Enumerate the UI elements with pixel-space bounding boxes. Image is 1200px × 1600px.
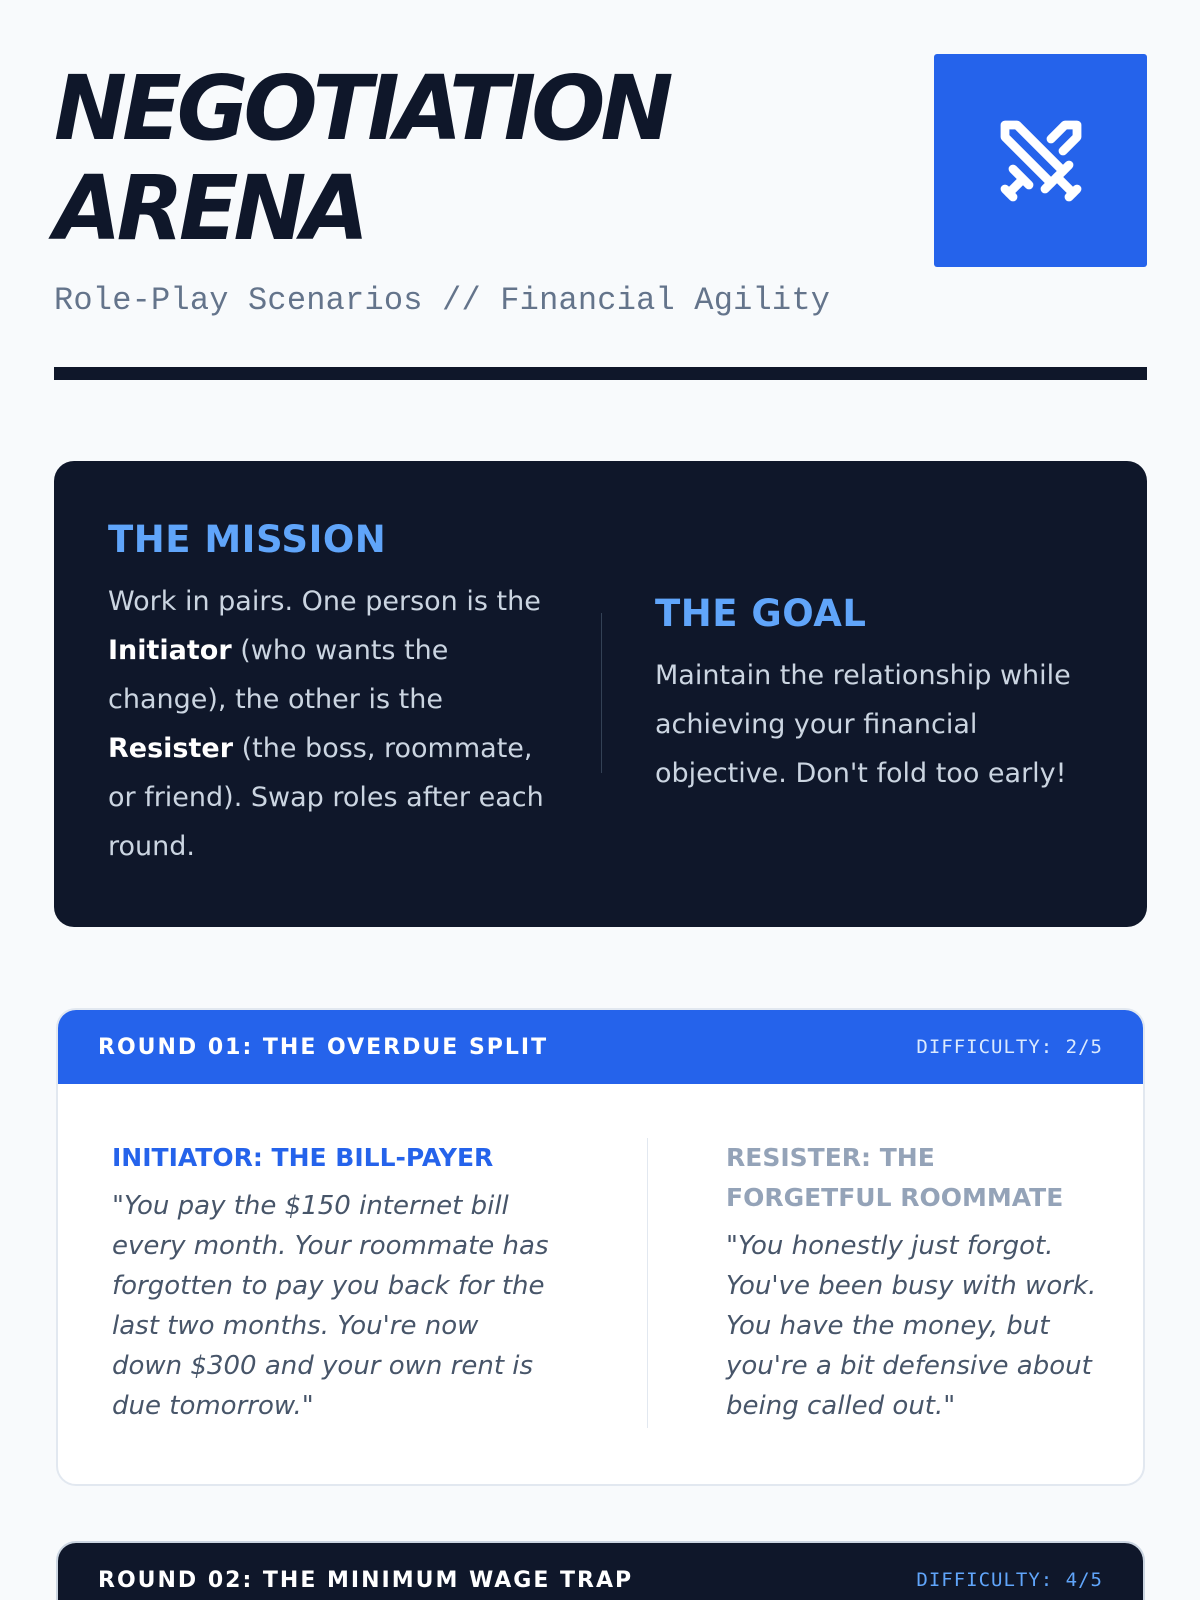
mission-section — [108, 515, 548, 871]
round-title: ROUND 01: THE OVERDUE SPLIT — [98, 1034, 549, 1060]
resister-heading: RESISTER: THE FORGETFUL ROOMMATE — [726, 1143, 1064, 1212]
round-body — [58, 1084, 1143, 1486]
mission-card — [54, 461, 1147, 927]
initiator-term: Initiator — [108, 635, 232, 666]
round-difficulty: DIFFICULTY: 4/5 — [916, 1569, 1103, 1591]
goal-text: Maintain the relationship while achieving your financial objective. Don't fold too early! — [655, 660, 1071, 789]
role-divider — [647, 1138, 648, 1428]
resister-term: Resister — [108, 733, 234, 764]
mission-heading: THE MISSION — [108, 518, 387, 561]
round-title: ROUND 02: THE MINIMUM WAGE TRAP — [98, 1567, 634, 1593]
resister-text: "You honestly just forgot. You've been busy with work. You have the money, but you're a bit defensive about being called out." — [726, 1231, 1097, 1421]
round-header — [58, 1010, 1143, 1084]
header-badge — [934, 54, 1147, 267]
round-header — [58, 1543, 1143, 1600]
resister-role — [726, 1138, 1098, 1426]
page-subtitle: Role-Play Scenarios // Financial Agility — [54, 282, 831, 319]
crossed-swords-icon — [993, 113, 1089, 209]
initiator-role — [112, 1138, 552, 1426]
goal-section — [655, 589, 1095, 798]
round-difficulty: DIFFICULTY: 2/5 — [916, 1036, 1103, 1058]
round-card — [56, 1008, 1145, 1486]
mission-text-part: (who wants the change), the other is the — [108, 635, 449, 715]
initiator-heading: INITIATOR: THE BILL-PAYER — [112, 1143, 494, 1172]
page — [54, 0, 1147, 1593]
mission-text-part: (the boss, roommate, or friend). Swap roles after each round. — [108, 733, 544, 862]
round-card — [56, 1541, 1145, 1600]
page-title — [54, 58, 669, 258]
title-line-1: NEGOTIATION — [54, 56, 669, 160]
title-line-2: ARENA — [54, 156, 365, 260]
goal-heading: THE GOAL — [655, 592, 867, 635]
mission-divider — [601, 613, 602, 773]
header — [54, 0, 1147, 380]
initiator-text: "You pay the $150 internet bill every month. Your roommate has forgotten to pay you back for the last two months. You're now down $300 and your own rent is due tomorrow." — [112, 1191, 549, 1421]
mission-text — [108, 577, 548, 871]
mission-text-part: Work in pairs. One person is the — [108, 586, 541, 617]
header-divider — [54, 367, 1147, 380]
